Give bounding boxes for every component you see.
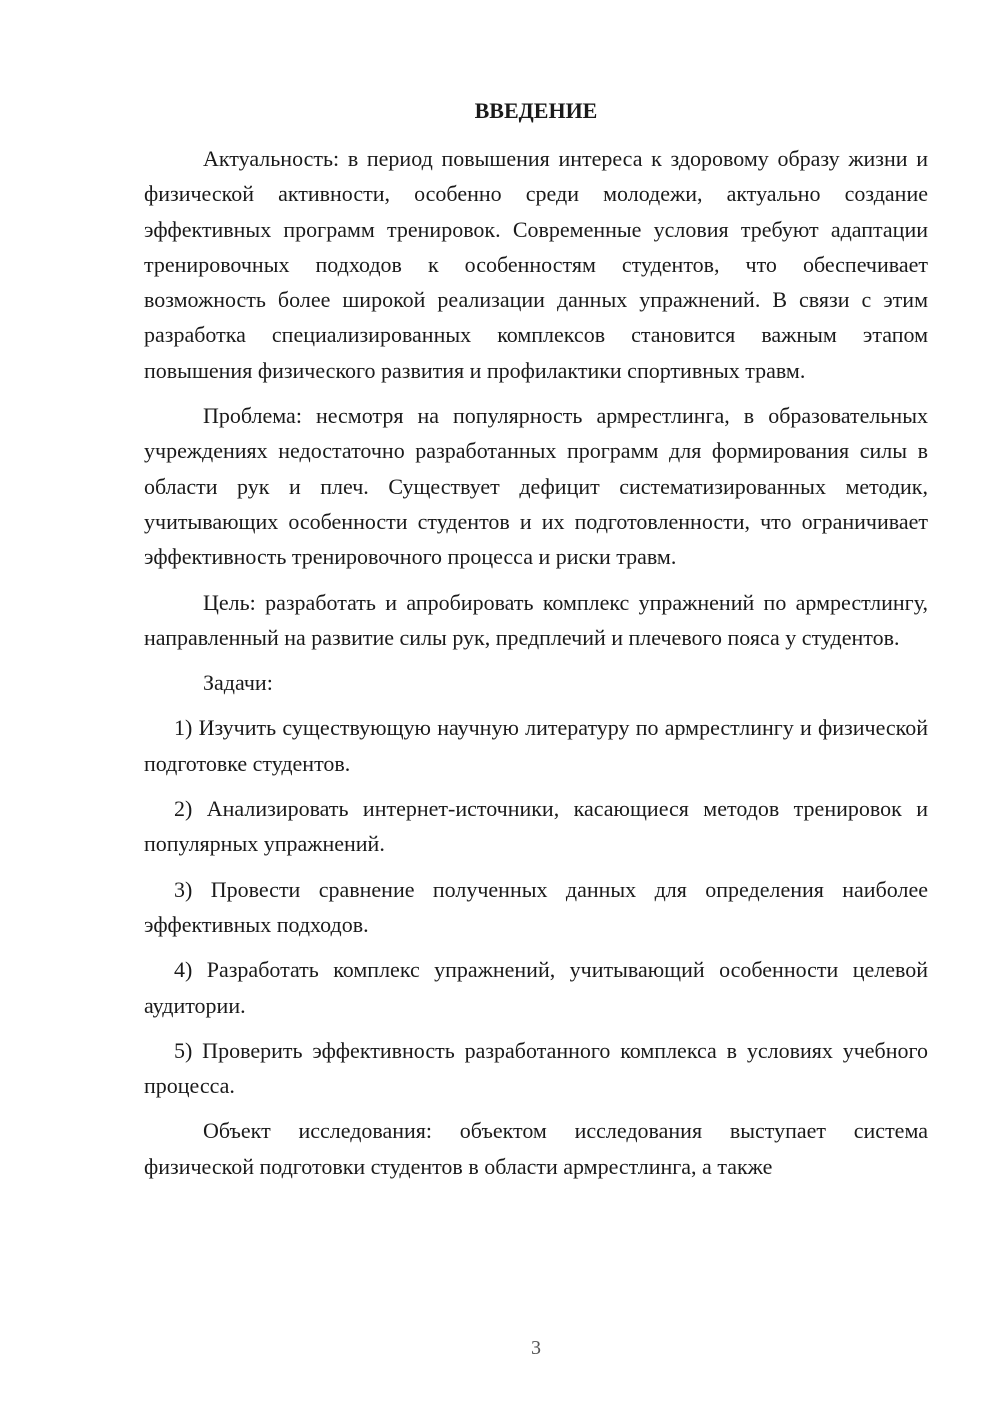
task-item-4: 4) Разработать комплекс упражнений, учитывающий особенности целевой аудитории. <box>144 957 928 1018</box>
document-body <box>144 141 928 1194</box>
document-page <box>144 0 928 1414</box>
section-heading: ВВЕДЕНИЕ <box>474 98 598 123</box>
paragraph-problem: Проблема: несмотря на популярность армрестлинга, в образовательных учреждениях недостаточно разработанных программ для формирования силы в области рук и плеч. Существует дефицит систематизированных методик, учитывающих особенности студентов и их подготовленности, что ограничивает эффективность тренировочного процесса и риски травм. <box>144 403 928 570</box>
paragraph-relevance: Актуальность: в период повышения интереса к здоровому образу жизни и физической активности, особенно среди молодежи, актуально создание эффективных программ тренировок. Современные условия требуют адаптации тренировочных подходов к особенностям студентов, что обеспечивает возможность более широкой реализации данных упражнений. В связи с этим разработка специализированных комплексов становится важным этапом повышения физического развития и профилактики спортивных травм. <box>144 146 928 383</box>
task-item-3: 3) Провести сравнение полученных данных для определения наиболее эффективных подходов. <box>144 876 928 937</box>
paragraph-goal: Цель: разработать и апробировать комплекс упражнений по армрестлингу, направленный на развитие силы рук, предплечий и плечевого пояса у студентов. <box>144 589 928 650</box>
task-item-5: 5) Проверить эффективность разработанного комплекса в условиях учебного процесса. <box>144 1037 928 1099</box>
paragraph-tasks-label: Задачи: <box>203 670 273 696</box>
paragraph-research-object: Объект исследования: объектом исследования выступает система физической подготовки студентов в области армрестлинга, а также <box>144 1118 928 1179</box>
task-item-1: 1) Изучить существующую научную литературу по армрестлингу и физической подготовке студентов. <box>144 715 928 776</box>
task-item-2: 2) Анализировать интернет-источники, касающиеся методов тренировок и популярных упражнений. <box>144 796 928 857</box>
page-number: 3 <box>531 1337 541 1359</box>
